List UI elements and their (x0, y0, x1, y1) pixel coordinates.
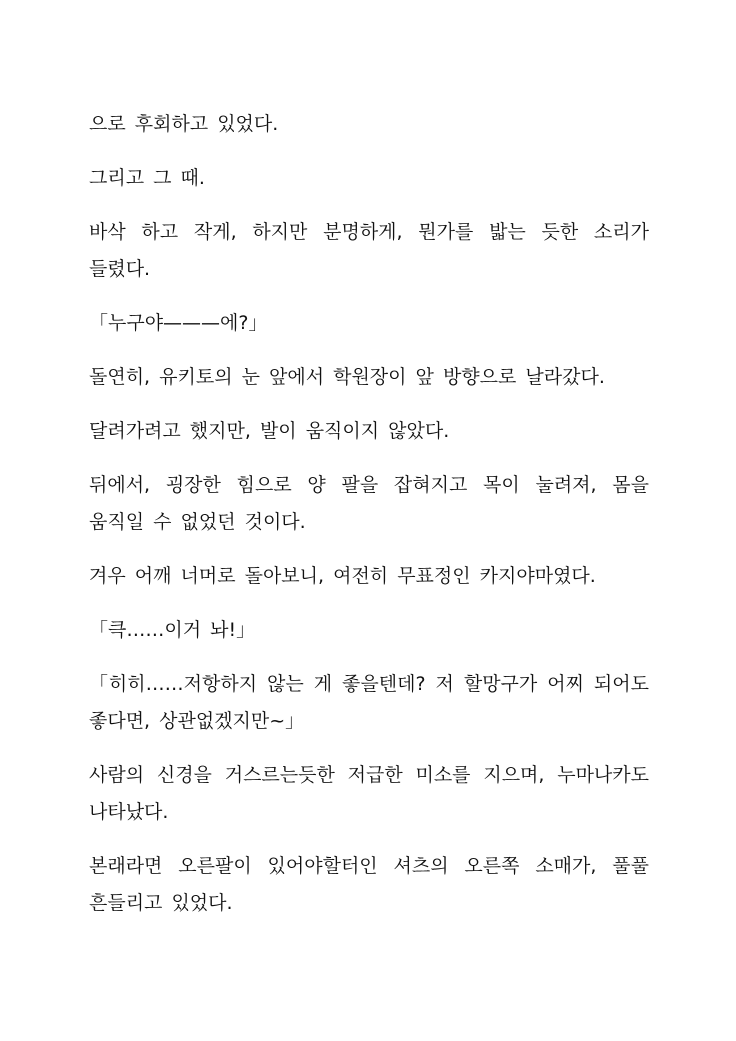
paragraph: 돌연히, 유키토의 눈 앞에서 학원장이 앞 방향으로 날라갔다. (89, 366, 605, 388)
paragraph: 뒤에서, 굉장한 힘으로 양 팔을 잡혀지고 목이 눌려져, 몸을 움직일 수 없었던 것이다. (89, 474, 649, 533)
paragraph: 「누구야———에?」 (89, 312, 268, 334)
paragraph: 「큭……이거 놔!」 (89, 619, 256, 641)
paragraph: 겨우 어깨 너머로 돌아보니, 여전히 무표정인 카지야마였다. (89, 565, 596, 587)
paragraph: 으로 후회하고 있었다. (89, 113, 279, 135)
paragraph: 본래라면 오른팔이 있어야할터인 셔츠의 오른쪽 소매가, 풀풀 흔들리고 있었다. (89, 855, 649, 914)
paragraph: 「히히……저항하지 않는 게 좋을텐데? 저 할망구가 어찌 되어도 좋다면, 상관없겠지만~」 (89, 673, 649, 732)
paragraph: 그리고 그 때. (89, 167, 205, 189)
paragraph: 달려가려고 했지만, 발이 움직이지 않았다. (89, 420, 450, 442)
paragraph: 바삭 하고 작게, 하지만 분명하게, 뭔가를 밟는 듯한 소리가 들렸다. (89, 221, 649, 280)
body-text (89, 106, 649, 939)
paragraph: 사람의 신경을 거스르는듯한 저급한 미소를 지으며, 누마나카도 나타났다. (89, 764, 649, 823)
